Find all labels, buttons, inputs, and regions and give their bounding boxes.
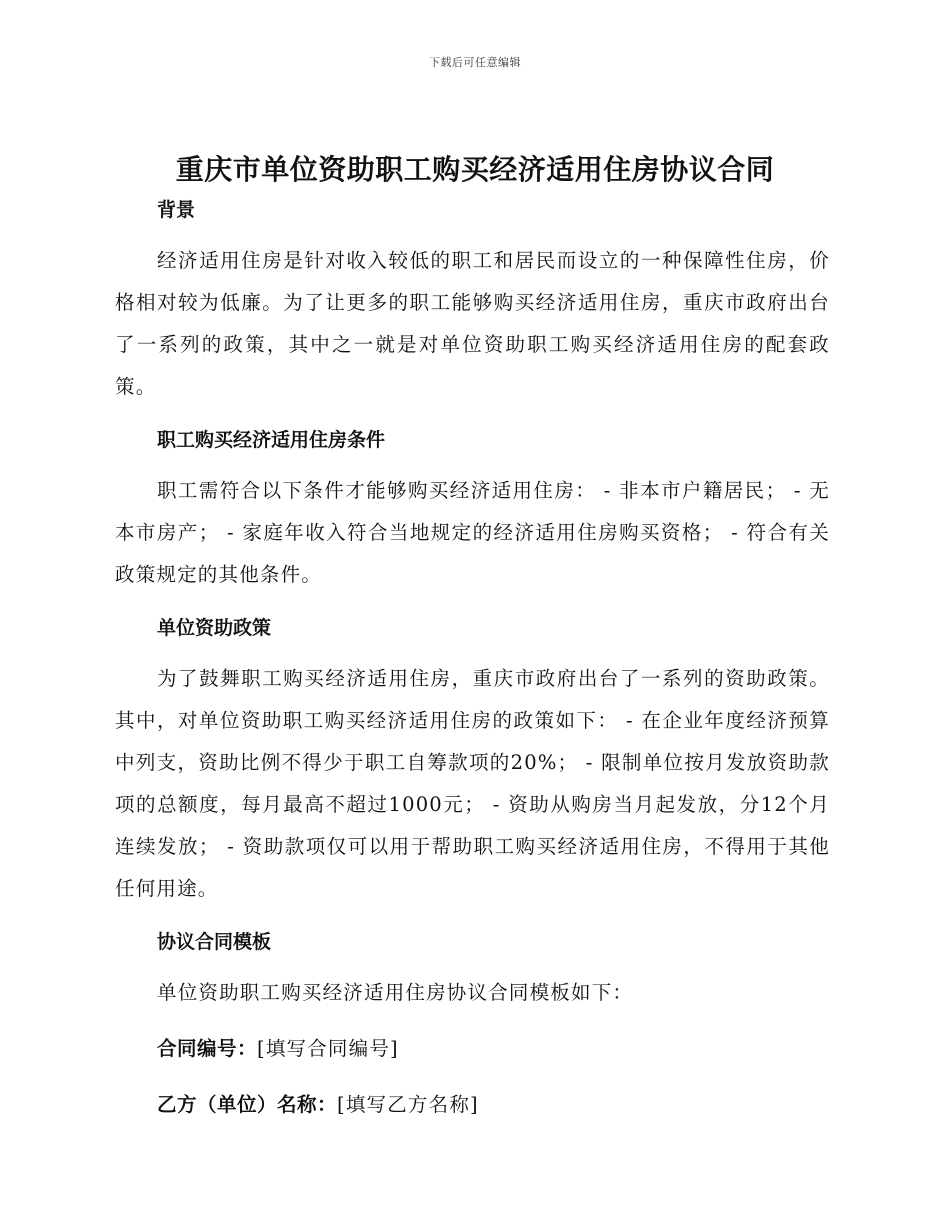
- document-body: [115, 194, 830, 1126]
- section-heading-template: 协议合同模板: [157, 931, 272, 953]
- section-paragraph-subsidy-policy: 为了鼓舞职工购买经济适用住房，重庆市政府出台了一系列的资助政策。其中，对单位资助职工购买经济适用住房的政策如下： - 在企业年度经济预算中列支，资助比例不得少于职工自筹款项的20%； - 限制单位按月发放资助款项的总额度，每月最高不超过1000元； - 资助从购房当月起发放，分12个月连续发放； - 资助款项仅可以用于帮助职工购买经济适用住房，不得用于其他任何用途。: [115, 667, 830, 900]
- party-b-name-field: [115, 1084, 830, 1126]
- section-heading-background: 背景: [157, 199, 196, 221]
- contract-number-label: 合同编号：: [157, 1037, 258, 1060]
- contract-number-value: [填写合同编号]: [257, 1037, 399, 1060]
- section-heading-subsidy-policy: 单位资助政策: [157, 617, 272, 639]
- party-b-name-label: 乙方（单位）名称：: [157, 1093, 338, 1116]
- section-heading-conditions: 职工购买经济适用住房条件: [157, 429, 386, 451]
- contract-number-field: [115, 1028, 830, 1070]
- header-note: 下载后可任意编辑: [429, 56, 521, 69]
- section-paragraph-conditions: 职工需符合以下条件才能够购买经济适用住房： - 非本市户籍居民； - 无本市房产； - 家庭年收入符合当地规定的经济适用住房购买资格； - 符合有关政策规定的其他条件。: [115, 479, 830, 586]
- section-paragraph-template: 单位资助职工购买经济适用住房协议合同模板如下：: [157, 981, 634, 1004]
- section-paragraph-background: 经济适用住房是针对收入较低的职工和居民而设立的一种保障性住房，价格相对较为低廉。为了让更多的职工能够购买经济适用住房，重庆市政府出台了一系列的政策，其中之一就是对单位资助职工购买经济适用住房的配套政策。: [115, 249, 830, 398]
- document-title: 重庆市单位资助职工购买经济适用住房协议合同: [175, 153, 775, 186]
- party-b-name-value: [填写乙方名称]: [337, 1093, 479, 1116]
